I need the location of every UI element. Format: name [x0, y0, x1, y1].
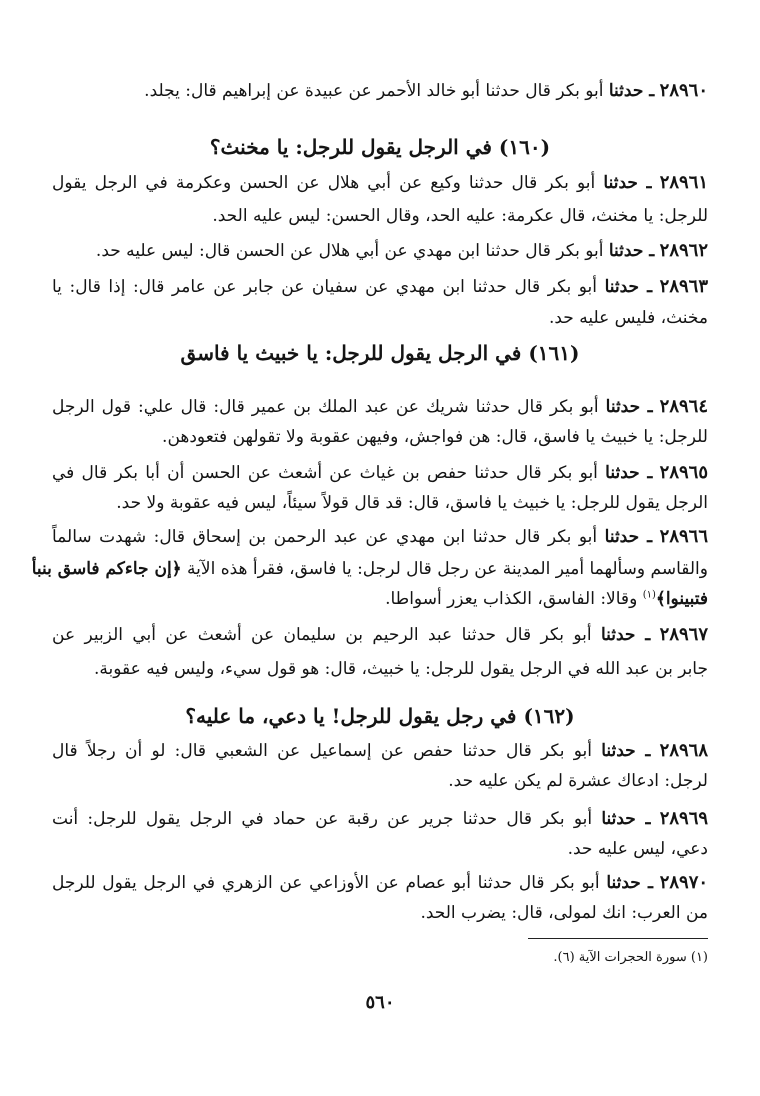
- footnote-separator: [528, 938, 708, 939]
- entry-number: ٢٨٩٦٣: [659, 276, 708, 297]
- entry-lead: ـ حدثنا: [608, 241, 655, 261]
- entry-text: أبو بكر قال حدثنا ابن مهدي عن أبي هلال عن الحسن قال: ليس عليه حد.: [95, 241, 604, 261]
- entry-number: ٢٨٩٦٢: [659, 240, 708, 261]
- entry-text: أبو بكر قال حدثنا حفص بن غياث عن أشعث عن الحسن أن أبا بكر قال في: [52, 463, 598, 483]
- entry-28966-line-3: [52, 586, 708, 612]
- entry-number: ٢٨٩٦٨: [659, 740, 708, 761]
- quran-verse-start: ﴿إن جاءكم فاسق بنبأ: [31, 559, 182, 579]
- footnote-reference: (١): [642, 589, 656, 601]
- footnote: (١) سورة الحجرات الآية (٦).: [553, 950, 708, 965]
- entry-text: أبو بكر قال حدثنا أبو خالد الأحمر عن عبيدة عن إبراهيم قال: يجلد.: [144, 81, 604, 101]
- entry-28967-line-2: جابر بن عبد الله في الرجل يقول للرجل: يا خبيث، قال: هو قول سيء، وليس فيه عقوبة.: [94, 659, 708, 679]
- page-number: ٥٦٠: [365, 992, 395, 1013]
- entry-28970-line-2: من العرب: انك لمولى، قال: يضرب الحد.: [420, 903, 708, 923]
- entry-lead: ـ حدثنا: [608, 81, 655, 101]
- chapter-heading-161: (١٦١) في الرجل يقول للرجل: يا خبيث يا فاسق: [180, 341, 580, 365]
- entry-number: ٢٨٩٧٠: [659, 872, 709, 893]
- entry-number: ٢٨٩٦٩: [659, 808, 709, 829]
- entry-28969-line-1: [52, 806, 708, 832]
- chapter-heading-160: (١٦٠) في الرجل يقول للرجل: يا مخنث؟: [209, 135, 551, 159]
- entry-28962-line-1: [52, 238, 708, 264]
- entry-28967-line-1: [52, 622, 708, 648]
- entry-text: أبو بكر قال حدثنا ابن مهدي عن عبد الرحمن بن إسحاق قال: شهدت سالماً: [52, 527, 598, 547]
- entry-28969-line-2: دعي، ليس عليه حد.: [567, 839, 708, 859]
- entry-28965-line-2: الرجل يقول للرجل: يا خبيث يا فاسق، قال: قد قال قولاً سيئاً، ليس فيه عقوبة ولا حد.: [116, 493, 708, 513]
- entry-lead: ـ حدثنا: [603, 173, 652, 193]
- entry-number: ٢٨٩٦٥: [659, 462, 709, 483]
- entry-text: أبو بكر قال حدثنا وكيع عن أبي هلال عن الحسن وعكرمة في الرجل يقول: [52, 173, 596, 193]
- entry-28963-line-1: [52, 274, 708, 300]
- entry-number: ٢٨٩٦١: [659, 172, 709, 193]
- entry-lead: ـ حدثنا: [604, 527, 653, 547]
- entry-lead: ـ حدثنا: [605, 397, 653, 417]
- entry-28966-line-2: [31, 556, 708, 582]
- entry-text: أبو بكر قال حدثنا ابن مهدي عن سفيان عن جابر عن عامر قال: إذا قال: يا: [52, 277, 597, 297]
- entry-lead: ـ حدثنا: [601, 741, 651, 761]
- entry-28960-line-1: [52, 78, 708, 104]
- entry-text: أبو بكر قال حدثنا عبد الرحيم بن سليمان عن أشعث عن أبي الزبير عن: [52, 625, 592, 645]
- entry-28961-line-2: للرجل: يا مخنث، قال عكرمة: عليه الحد، وقال الحسن: ليس عليه الحد.: [212, 206, 708, 226]
- entry-28968-line-2: لرجل: ادعاك عشرة لم يكن عليه حد.: [448, 771, 708, 791]
- entry-number: ٢٨٩٦٦: [659, 526, 709, 547]
- entry-28968-line-1: [52, 738, 708, 764]
- entry-number: ٢٨٩٦٤: [659, 396, 709, 417]
- entry-28964-line-2: للرجل: يا خبيث يا فاسق، قال: هن فواجش، وفيهن عقوبة ولا تقولهن فتعودهن.: [162, 427, 708, 447]
- entry-lead: ـ حدثنا: [604, 277, 653, 297]
- entry-lead: ـ حدثنا: [605, 463, 653, 483]
- entry-text: أبو بكر قال حدثنا جرير عن رقبة عن حماد في الرجل يقول للرجل: أنت: [52, 809, 593, 829]
- entry-text: أبو بكر قال حدثنا أبو عصام عن الأوزاعي عن الزهري في الرجل يقول للرجل: [52, 873, 600, 893]
- entry-number: ٢٨٩٦٠: [659, 80, 708, 101]
- entry-text: والقاسم وسألهما أمير المدينة عن رجل قال لرجل: يا فاسق، فقرأ هذه الآية: [187, 559, 708, 579]
- entry-text: أبو بكر قال حدثنا حفص عن إسماعيل عن الشعبي قال: لو أن رجلاً قال: [52, 741, 592, 761]
- entry-text: أبو بكر قال حدثنا شريك عن عبد الملك بن عمير قال: قال علي: قول الرجل: [52, 397, 599, 417]
- entry-28961-line-1: [52, 170, 708, 196]
- quran-verse-end: فتبينوا﴾: [655, 589, 708, 609]
- entry-28966-line-1: [52, 524, 708, 550]
- entry-lead: ـ حدثنا: [606, 873, 653, 893]
- entry-28965-line-1: [52, 460, 708, 486]
- chapter-heading-162: (١٦٢) في رجل يقول للرجل! يا دعي، ما عليه؟: [185, 704, 575, 728]
- entry-lead: ـ حدثنا: [601, 809, 651, 829]
- entry-28964-line-1: [52, 394, 708, 420]
- entry-28963-line-2: مخنث، فليس عليه حد.: [548, 308, 708, 328]
- entry-28970-line-1: [52, 870, 708, 896]
- entry-number: ٢٨٩٦٧: [659, 624, 708, 645]
- entry-text: وقالا: الفاسق، الكذاب يعزر أسواطا.: [385, 589, 638, 609]
- entry-lead: ـ حدثنا: [600, 625, 651, 645]
